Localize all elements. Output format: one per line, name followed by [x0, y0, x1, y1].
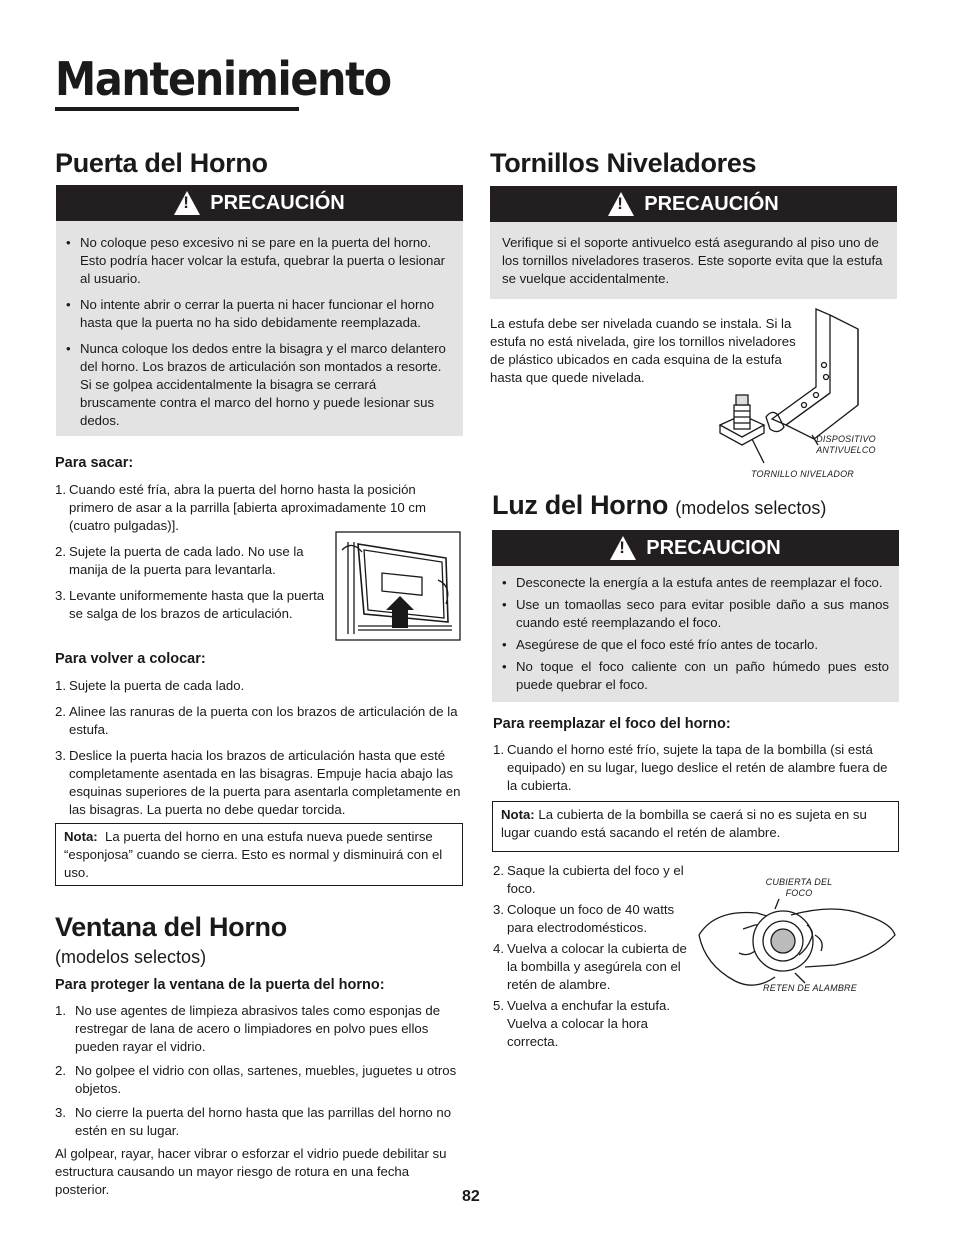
step-item: 4. Vuelva a colocar la cubierta de la bombilla y asegúrela con el retén de alambre.: [493, 941, 687, 992]
step-item: 1. Sujete la puerta de cada lado.: [55, 678, 245, 693]
window-steps: [55, 1002, 463, 1140]
window-closing-text: Al golpear, rayar, hacer vibrar o esforzar el vidrio puede debilitar su estructura causando un mayor riesgo de rotura en una fecha posterior.: [55, 1146, 447, 1197]
heading-puerta: Puerta del Horno: [55, 148, 268, 178]
label-volver-colocar: Para volver a colocar:: [55, 651, 206, 667]
bulb-steps-more: [493, 862, 693, 1051]
note-puerta: Nota: La puerta del horno en una estufa nueva puede sentirse “esponjosa” cuando se cierra. Esto es normal y disminuirá con el uso.: [55, 823, 463, 886]
replace-steps: [55, 677, 463, 819]
caution-box-tornillos: [490, 222, 897, 299]
step-item: 3. No cierre la puerta del horno hasta que las parrillas del horno no estén en su lugar.: [55, 1105, 452, 1138]
caution-bar-puerta: [56, 185, 463, 221]
caption-tornillo: TORNILLO NIVELADOR: [751, 469, 854, 479]
warning-icon: [608, 192, 634, 216]
heading-tornillos: Tornillos Niveladores: [490, 148, 757, 178]
heading-ventana: Ventana del Horno: [55, 912, 287, 942]
caution-item: • Use un tomaollas seco para evitar posible daño a sus manos cuando esté reemplazando el foco.: [500, 596, 889, 632]
step-item: 5. Vuelva a enchufar la estufa. Vuelva a colocar la hora correcta.: [493, 998, 670, 1049]
step-item: 3. Levante uniformemente hasta que la puerta se salga de los brazos de articulación.: [55, 588, 325, 621]
caution-item: • Desconecte la energía a la estufa antes de reemplazar el foco.: [500, 574, 889, 592]
step-item: 2. Sujete la puerta de cada lado. No use la manija de la puerta para levantarla.: [55, 544, 304, 577]
title-rule: [55, 107, 299, 111]
step-item: 1. Cuando esté fría, abra la puerta del horno hasta la posición primero de asar a la parrilla [abierta aproximadamente 10 cm (cuatro pulgadas)].: [55, 482, 426, 533]
caption-cubierta: CUBIERTA DEL FOCO: [765, 877, 833, 898]
caution-label: PRECAUCIÓN: [644, 192, 779, 215]
step-item: 2. Alinee las ranuras de la puerta con los brazos de articulación de la estufa.: [55, 704, 458, 737]
caution-item: • Nunca coloque los dedos entre la bisagra y el marco delantero del horno. Los brazos de articulación son montados a resorte. Si se golpea accidentalmente la bisagra se cerrará bruscamente contra el marco del horno y puede lesionar sus dedos.: [64, 340, 449, 430]
caution-bar-tornillos: [490, 186, 897, 222]
note-luz: Nota: La cubierta de la bombilla se caerá si no es sujeta en su lugar cuando está sacando el retén de alambre.: [492, 801, 899, 852]
label-reemplazar-foco: Para reemplazar el foco del horno:: [493, 716, 731, 732]
subheading-ventana: (modelos selectos): [55, 947, 207, 967]
caution-bar-luz: [492, 530, 899, 566]
warning-icon: [174, 191, 200, 215]
step-item: 2. No golpee el vidrio con ollas, sartenes, muebles, juguetes u otros objetos.: [55, 1063, 457, 1096]
caption-reten: RETEN DE ALAMBRE: [763, 983, 857, 993]
step-item: 3. Coloque un foco de 40 watts para electrodomésticos.: [493, 902, 675, 935]
step-item: 2. Saque la cubierta del foco y el foco.: [493, 863, 684, 896]
caution-box-luz: [492, 566, 899, 702]
caution-label: PRECAUCION: [646, 536, 781, 559]
caution-label: PRECAUCIÓN: [210, 191, 345, 214]
caption-dispositivo: DISPOSITIVO ANTIVUELCO: [816, 434, 876, 455]
caution-box-puerta: [56, 221, 463, 436]
oven-door-illustration: [334, 530, 462, 642]
page-title: Mantenimiento: [55, 52, 391, 106]
step-item: 1. No use agentes de limpieza abrasivos tales como esponjas de restregar de lana de acero o limpiadores en polvo pues ellos pueden rayar el vidrio.: [55, 1003, 441, 1054]
caution-item: • Asegúrese de que el foco esté frío antes de tocarlo.: [500, 636, 889, 654]
heading-luz: Luz del Horno (modelos selectos): [492, 490, 827, 520]
caution-item: • No intente abrir o cerrar la puerta ni hacer funcionar el horno hasta que la puerta no ha sido debidamente reemplazada.: [64, 296, 449, 332]
leveling-text: La estufa debe ser nivelada cuando se instala. Si la estufa no está nivelada, gire los tornillos niveladores de plástico ubicados en cada esquina de la estufa hasta que quede nivelada.: [490, 316, 796, 385]
step-item: 3. Deslice la puerta hacia los brazos de articulación hasta que esté completamente asentada en las bisagras. Empuje hacia abajo las esquinas superiores de la puerta para asentarla completamente en las bisagras. La puerta no debe quedar torcida.: [55, 748, 461, 817]
bulb-replacement-illustration: [695, 895, 900, 995]
page-number: 82: [462, 1188, 480, 1205]
warning-icon: [610, 536, 636, 560]
label-para-sacar: Para sacar:: [55, 455, 134, 471]
caution-item: • No coloque peso excesivo ni se pare en la puerta del horno. Esto podría hacer volcar la estufa, quebrar la puerta o lesionar al usuario.: [64, 234, 449, 288]
caution-item: • No toque el foco caliente con un paño húmedo pues esto puede quebrar el foco.: [500, 658, 889, 694]
bulb-step-1: [493, 741, 897, 795]
label-proteger-ventana: Para proteger la ventana de la puerta del horno:: [55, 977, 385, 993]
caution-text: Verifique si el soporte antivuelco está asegurando al piso uno de los tornillos niveladores traseros. Este soporte evita que la estufa se vuelque accidentalmente.: [502, 235, 883, 286]
step-item: 1. Cuando el horno esté frío, sujete la tapa de la bombilla (si está equipado) en su lugar, luego deslice el retén de alambre fuera de la cubierta.: [493, 742, 888, 793]
